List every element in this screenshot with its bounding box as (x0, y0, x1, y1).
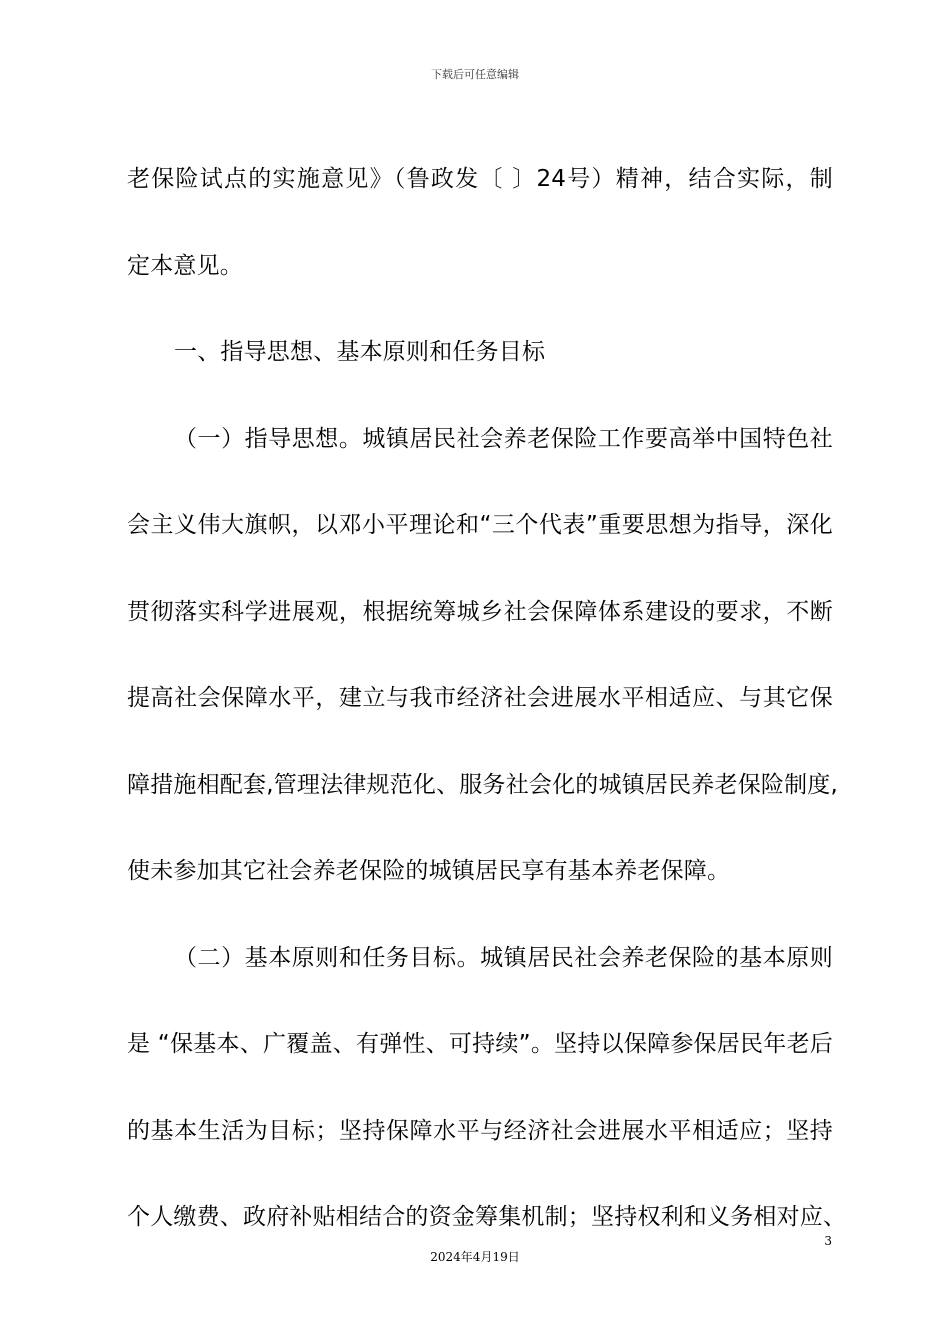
body-line-12: 的基本生活为目标；坚持保障水平与经济社会进展水平相适应；坚持 (127, 1117, 833, 1144)
body-line-4: （一）指导思想。城镇居民社会养老保险工作要高举中国特色社 (174, 425, 833, 452)
document-body (127, 155, 847, 1280)
body-line-9: 使未参加其它社会养老保险的城镇居民享有基本养老保障。 (127, 858, 731, 884)
body-line-2: 定本意见。 (127, 252, 243, 279)
body-line-13: 个人缴费、政府补贴相结合的资金筹集机制；坚持权利和义务相对应、 (127, 1204, 847, 1230)
body-line-10: （二）基本原则和任务目标。城镇居民社会养老保险的基本原则 (174, 944, 833, 971)
body-line-7: 提高社会保障水平，建立与我市经济社会进展水平相适应、与其它保 (127, 685, 833, 711)
header-note: 下载后可任意编辑 (431, 68, 519, 81)
body-line-11: 是 “保基本、广覆盖、有弹性、可持续”。坚持以保障参保居民年老后 (127, 1031, 833, 1057)
body-line-5: 会主义伟大旗帜，以邓小平理论和“三个代表”重要思想为指导，深化 (127, 512, 833, 538)
page-number: 3 (824, 1234, 832, 1248)
body-line-1: 老保险试点的实施意见》（鲁政发〔 〕24号）精神，结合实际，制 (127, 166, 833, 192)
footer-date: 2024年4月19日 (430, 1250, 520, 1264)
section-heading: 一、指导思想、基本原则和任务目标 (174, 339, 546, 365)
body-line-8: 障措施相配套,管理法律规范化、服务社会化的城镇居民养老保险制度, (127, 771, 839, 798)
body-line-6: 贯彻落实科学进展观，根据统筹城乡社会保障体系建设的要求，不断 (127, 598, 833, 625)
